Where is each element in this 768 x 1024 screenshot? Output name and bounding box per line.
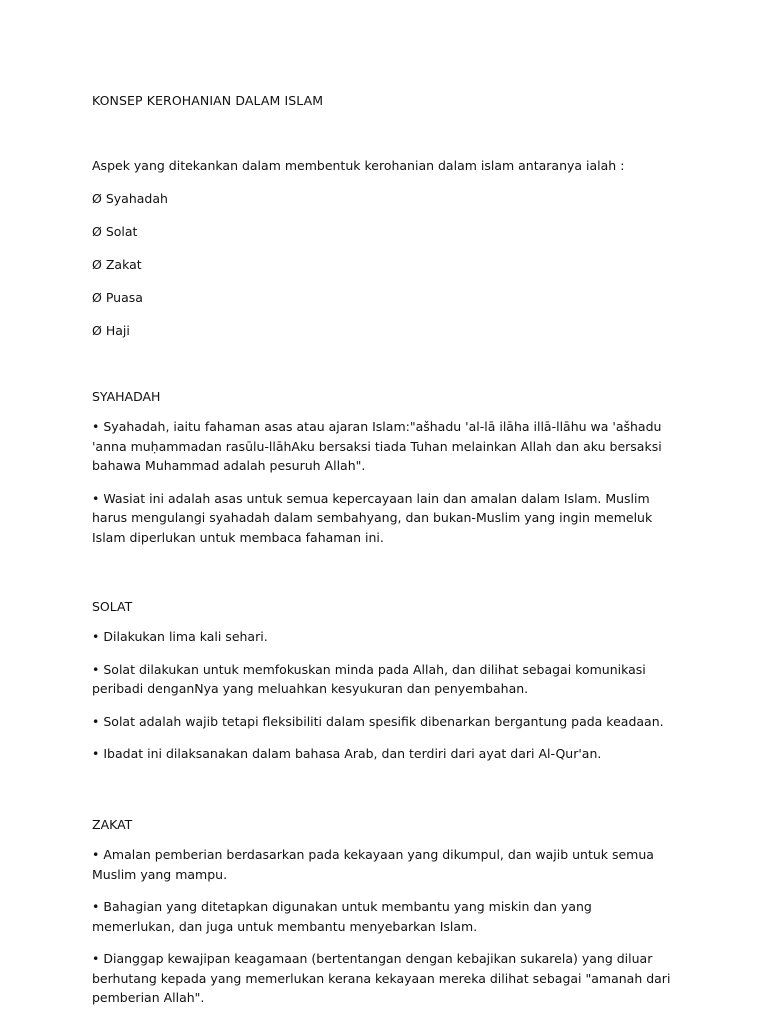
- list-item: [92, 224, 168, 257]
- bullet-paragraph: [92, 712, 672, 732]
- document-title: KONSEP KEROHANIAN DALAM ISLAM: [92, 93, 324, 108]
- bullet-paragraph: [92, 845, 672, 884]
- bullet-text: Dianggap kewajipan keagamaan (bertentangan dengan kebajikan sukarela) yang diluar berhutang kepada yang memerlukan kerana kekayaan mereka dilihat sebagai "amanah dari pemberian Allah".: [92, 951, 671, 1005]
- bullet-symbol: •: [92, 629, 100, 644]
- bullet-paragraph: [92, 949, 672, 1008]
- bullet-text: Solat dilakukan untuk memfokuskan minda pada Allah, dan dilihat sebagai komunikasi peribadi denganNya yang meluahkan kesyukuran dan penyembahan.: [92, 661, 646, 696]
- bullet-text: Amalan pemberian berdasarkan pada kekayaan yang dikumpul, dan wajib untuk semua Muslim yang mampu.: [92, 847, 654, 882]
- bullet-paragraph: [92, 744, 672, 764]
- pillar-list: [92, 191, 168, 356]
- section-solat: [92, 599, 672, 777]
- list-item: [92, 191, 168, 224]
- list-item-label: Solat: [105, 224, 138, 239]
- list-item-label: Puasa: [105, 290, 143, 305]
- section-zakat: [92, 817, 672, 1021]
- list-item: [92, 323, 168, 356]
- bullet-text: Bahagian yang ditetapkan digunakan untuk membantu yang miskin dan yang memerlukan, dan juga untuk membantu menyebarkan Islam.: [92, 899, 592, 934]
- section-heading: ZAKAT: [92, 817, 133, 832]
- list-item-label: Haji: [105, 323, 130, 338]
- bullet-paragraph: [92, 417, 672, 476]
- bullet-paragraph: [92, 489, 672, 548]
- list-item-label: Syahadah: [105, 191, 168, 206]
- bullet-symbol: •: [92, 951, 100, 966]
- bullet-symbol: •: [92, 713, 100, 729]
- list-symbol: Ø: [92, 191, 102, 206]
- bullet-text: Wasiat ini adalah asas untuk semua kepercayaan lain dan amalan dalam Islam. Muslim harus mengulangi syahadah dalam sembahyang, dan bukan-Muslim yang ingin memeluk Islam diperlukan untuk membaca fahaman ini.: [92, 490, 653, 545]
- bullet-paragraph: [92, 627, 672, 647]
- list-item: [92, 257, 168, 290]
- bullet-text: Syahadah, iaitu fahaman asas atau ajaran Islam:"ašhadu 'al-lā ilāha illā-llāhu wa 'ašhadu 'anna muḥammadan rasūlu-llāhAku bersaksi tiada Tuhan melainkan Allah dan aku bersaksi bahawa Muhammad adalah pesuruh Allah".: [92, 419, 662, 473]
- bullet-paragraph: [92, 660, 672, 699]
- list-symbol: Ø: [92, 290, 102, 305]
- bullet-paragraph: [92, 897, 672, 936]
- section-heading: SYAHADAH: [92, 389, 161, 404]
- bullet-symbol: •: [92, 847, 100, 862]
- list-symbol: Ø: [92, 257, 102, 272]
- bullet-text: Ibadat ini dilaksanakan dalam bahasa Arab, dan terdiri dari ayat dari Al-Qur'an.: [103, 746, 602, 761]
- intro-text: Aspek yang ditekankan dalam membentuk kerohanian dalam islam antaranya ialah :: [92, 158, 625, 173]
- section-heading: SOLAT: [92, 599, 133, 614]
- bullet-symbol: •: [92, 419, 100, 434]
- bullet-symbol: •: [92, 661, 100, 677]
- list-symbol: Ø: [92, 323, 102, 338]
- list-symbol: Ø: [92, 224, 102, 239]
- bullet-symbol: •: [92, 746, 100, 761]
- bullet-text: Dilakukan lima kali sehari.: [103, 629, 268, 644]
- bullet-symbol: •: [92, 899, 100, 914]
- bullet-symbol: •: [92, 490, 100, 506]
- list-item: [92, 290, 168, 323]
- list-item-label: Zakat: [105, 257, 142, 272]
- section-syahadah: [92, 389, 672, 560]
- bullet-text: Solat adalah wajib tetapi fleksibiliti dalam spesifik dibenarkan bergantung pada keadaan.: [103, 713, 664, 729]
